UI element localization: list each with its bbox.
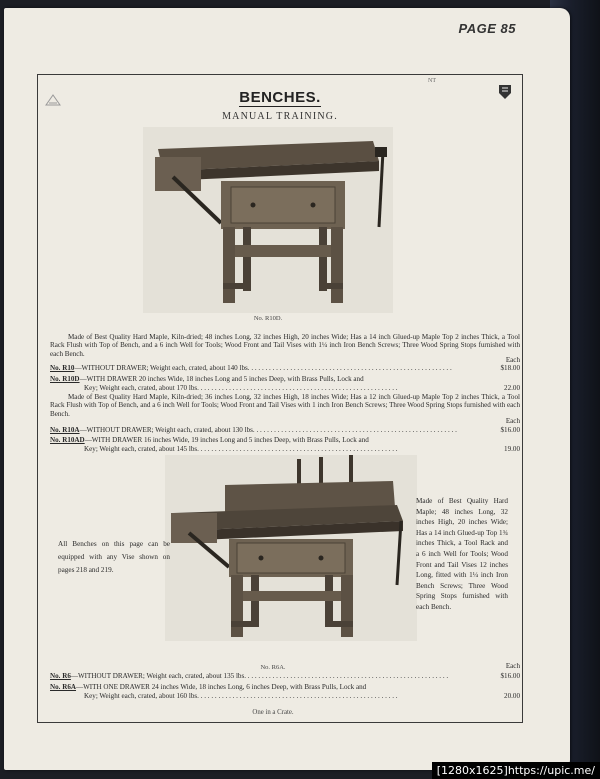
item-text: —WITHOUT DRAWER; Weight each, crated, about 140 lbs. . . . . . . . . . . . . . . . . . . . . . . . . . . . . . . . . . . . . . . . . . . . . . . . . . . . . . . . . . [74,364,452,372]
item-r10d-continued: Key; Weight each, crated, about 170 lbs. . . . . . . . . . . . . . . . . . . . . . . . . . . . . . . . . . . . . . . . . . . . . . . . . . . . . . . . . [84,384,398,392]
bench-r6a-illustration [165,455,417,641]
item-price: $18.00 [500,364,520,372]
item-r6a-continued: Key; Weight each, crated, about 160 lbs. . . . . . . . . . . . . . . . . . . . . . . . . . . . . . . . . . . . . . . . . . . . . . . . . . . . . . . . . [84,692,398,700]
item-r10d-price: 22.00 [504,384,520,392]
item-text: —WITHOUT DRAWER; Weight each, crated, about 130 lbs. . . . . . . . . . . . . . . . . . . . . . . . . . . . . . . . . . . . . . . . . . . . . . . . . . . . . . . . . . [79,426,457,434]
item-r10 [50,364,520,372]
section2-description: Made of Best Quality Hard Maple, Kiln-dried; 36 inches Long, 32 inches High, 18 inches Wide; Has a 12 inch Glued-up Maple Top 2 inches Thick, a Tool Rack Flush with Top of Bench, and a 6 inch Well for Tools; Wood Front and Tail Vises with 1 inch Iron Bench Screws; Three Wood Spring Stops furnished with each Bench. [50,393,520,418]
figure-caption-r6a: No. R6A. [260,664,286,671]
item-text: —WITH DRAWER 16 inches Wide, 19 inches Long and 5 inches Deep, with Brass Pulls, Lock and [84,436,369,444]
item-number: No. R10D [50,375,80,383]
bench-r10d-illustration [143,127,393,313]
page-frame [37,74,523,723]
section1-description: Made of Best Quality Hard Maple, Kiln-dried; 48 inches Long, 32 inches High, 20 inches Wide; Has a 14 inch Glued-up Maple Top 2 inches Thick, a Tool Rack Flush with Top of Bench, and a 6 inch Well for Tools; Wood Front and Tail Vises with 1¼ inch Iron Bench Screws; Three Wood Spring Stops furnished with each Bench. [50,333,520,358]
item-r10ad [50,436,520,444]
item-number: No. R10A [50,426,80,434]
r6-side-description: Made of Best Quality Hard Maple; 48 inches Long, 32 inches High, 20 inches Wide; Has a 14 inch Glued-up Top 1¾ inches Thick, a Tool Rack and a 6 inch Well for Tools; Wood Front and Tail Vises 12 inches Long, fitted with 1¼ inch Iron Bench Screws; Three Wood Spring Stops furnished with each Bench. [416,497,508,611]
image-watermark: [1280x1625]https://upic.me/ [432,762,600,779]
crate-footer: One in a Crate. [252,709,294,716]
item-r6 [50,672,520,680]
page-number: PAGE 85 [458,21,516,36]
item-r10d [50,375,520,383]
page-subtitle: MANUAL TRAINING. [222,111,338,122]
page-code: NT [428,78,436,84]
item-price: $16.00 [500,672,520,680]
vise-side-note: All Benches on this page can be equipped with any Vise shown on pages 218 and 219. [58,540,170,574]
figure-caption-r10d: No. R10D. [253,315,283,322]
item-text: —WITHOUT DRAWER; Weight each, crated, about 135 lbs. . . . . . . . . . . . . . . . . . . . . . . . . . . . . . . . . . . . . . . . . . . . . . . . . . . . . . . . . . [70,672,449,680]
item-number: No. R10AD [50,436,85,444]
section2-each-label: Each [505,417,520,425]
item-number: No. R10 [50,364,75,372]
item-r10ad-price: 19.00 [504,445,520,453]
item-r10a [50,426,520,434]
item-r10ad-continued: Key; Weight each, crated, about 145 lbs. . . . . . . . . . . . . . . . . . . . . . . . . . . . . . . . . . . . . . . . . . . . . . . . . . . . . . . . . [84,445,398,453]
item-r6a [50,683,520,691]
page-title: BENCHES. [239,89,321,106]
item-price: $16.00 [500,426,520,434]
item-text: —WITH DRAWER 20 inches Wide, 18 inches Long and 5 inches Deep, with Brass Pulls, Lock and [79,375,364,383]
item-text: —WITH ONE DRAWER 24 inches Wide, 18 inches Long, 6 inches Deep, with Brass Pulls, Lock and [76,683,367,691]
catalog-page [4,8,570,770]
section1-each-label: Each [505,356,520,364]
item-number: No. R6A [50,683,77,691]
section3-each-label: Each [505,662,520,670]
item-number: No. R6 [50,672,71,680]
item-r6a-price: 20.00 [504,692,520,700]
